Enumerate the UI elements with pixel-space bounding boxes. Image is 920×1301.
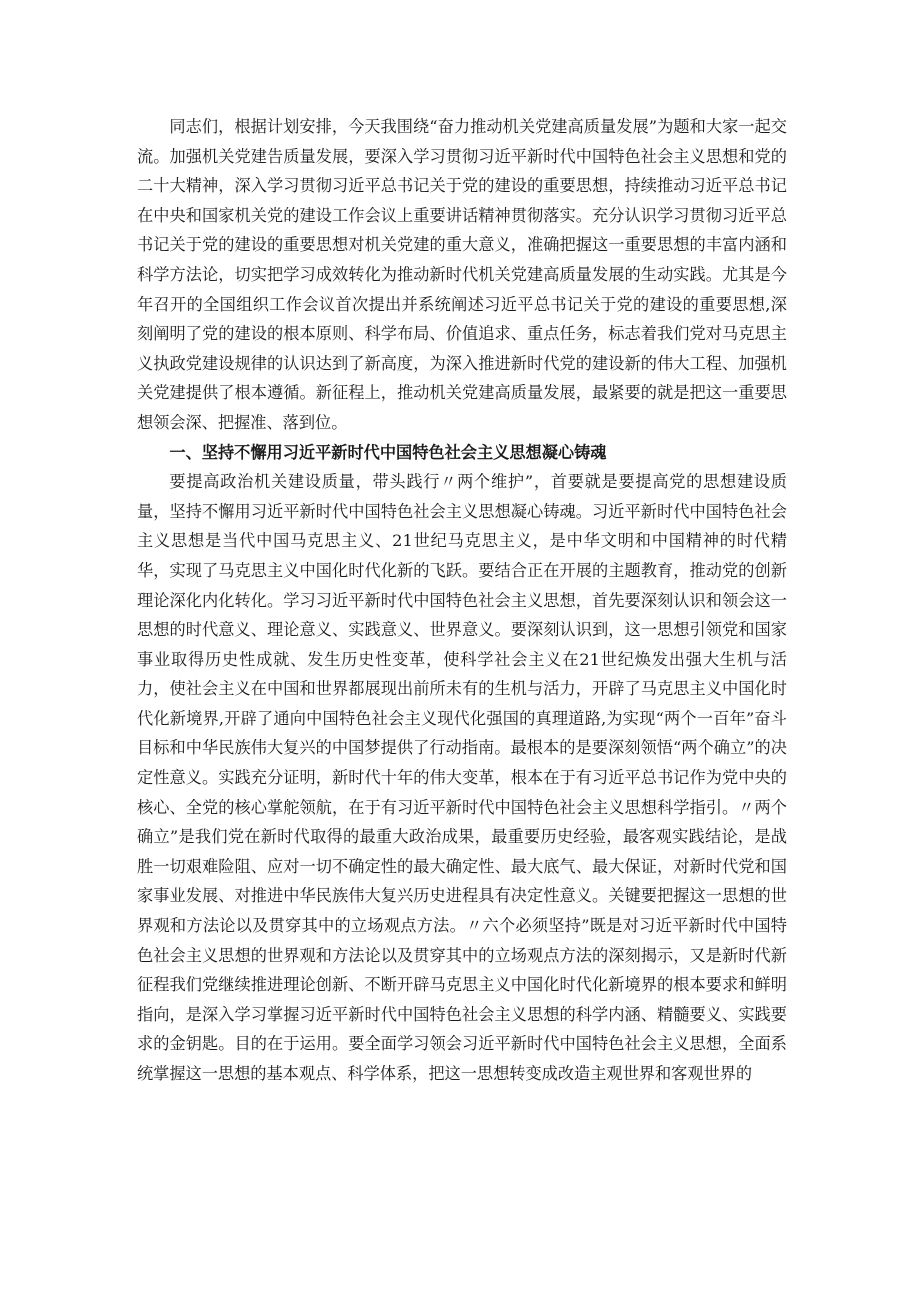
section-1-paragraph: 要提高政治机关建设质量，带头践行〃两个维护”，首要就是要提高党的思想建设质量，坚持不懈用习近平新时代中国特色社会主义思想凝心铸魂。习近平新时代中国特色社会主义思想是当代中国马克思主义、21世纪马克思主义，是中华文明和中国精神的时代精华，实现了马克思主义中国化时代化新的飞跃。要结合正在开展的主题教育，推动党的创新理论深化内化转化。学习习近平新时代中国特色社会主义思想，首先要深刻认识和领会这一思想的时代意义、理论意义、实践意义、世界意义。要深刻认识到，这一思想引领党和国家事业取得历史性成就、发生历史性变革，使科学社会主义在21世纪焕发出强大生机与活力，使社会主义在中国和世界都展现出前所未有的生机与活力，开辟了马克思主义中国化时代化新境界,开辟了通向中国特色社会主义现代化强国的真理道路,为实现“两个一百年”奋斗目标和中华民族伟大复兴的中国梦提供了行动指南。最根本的是要深刻领悟“两个确立”的决定性意义。实践充分证明，新时代十年的伟大变革，根本在于有习近平总书记作为党中央的核心、全党的核心掌舵领航，在于有习近平新时代中国特色社会主义思想科学指引。〃两个确立”是我们党在新时代取得的最重大政治成果，最重要历史经验，最客观实践结论，是战胜一切艰难险阻、应对一切不确定性的最大确定性、最大底气、最大保证，对新时代党和国家事业发展、对推进中华民族伟大复兴历史进程具有决定性意义。关键要把握这一思想的世界观和方法论以及贯穿其中的立场观点方法。〃六个必须坚持”既是对习近平新时代中国特色社会主义思想的世界观和方法论以及贯穿其中的立场观点方法的深刻揭示，又是新时代新征程我们党继续推进理论创新、不断开辟马克思主义中国化时代化新境界的根本要求和鲜明指向，是深入学习掌握习近平新时代中国特色社会主义思想的科学内涵、精髓要义、实践要求的金钥匙。目的在于运用。要全面学习领会习近平新时代中国特色社会主义思想，全面系统掌握这一思想的基本观点、科学体系，把这一思想转变成改造主观世界和客观世界的	[137, 472, 787, 1083]
section-heading-1: 一、坚持不懈用习近平新时代中国特色社会主义思想凝心铸魂	[169, 442, 607, 462]
document-page	[137, 112, 787, 1089]
intro-paragraph: 同志们，根据计划安排，今天我围绕“奋力推动机关党建高质量发展”为题和大家一起交流。加强机关党建告质量发展，要深入学习贯彻习近平新时代中国特色社会主义思想和党的二十大精神，深入学习贯彻习近平总书记关于党的建设的重要思想，持续推动习近平总书记在中央和国家机关党的建设工作会议上重要讲话精神贯彻落实。充分认识学习贯彻习近平总书记关于党的建设的重要思想对机关党建的重大意义，准确把握这一重要思想的丰富内涵和科学方法论，切实把学习成效转化为推动新时代机关党建高质量发展的生动实践。尤其是今年召开的全国组织工作会议首次提出并系统阐述习近平总书记关于党的建设的重要思想,深刻阐明了党的建设的根本原则、科学布局、价值追求、重点任务，标志着我们党对马克思主义执政党建设规律的认识达到了新高度，为深入推进新时代党的建设新的伟大工程、加强机关党建提供了根本遵循。新征程上，推动机关党建高质量发展，最紧要的就是把这一重要思想领会深、把握准、落到位。	[137, 117, 787, 432]
